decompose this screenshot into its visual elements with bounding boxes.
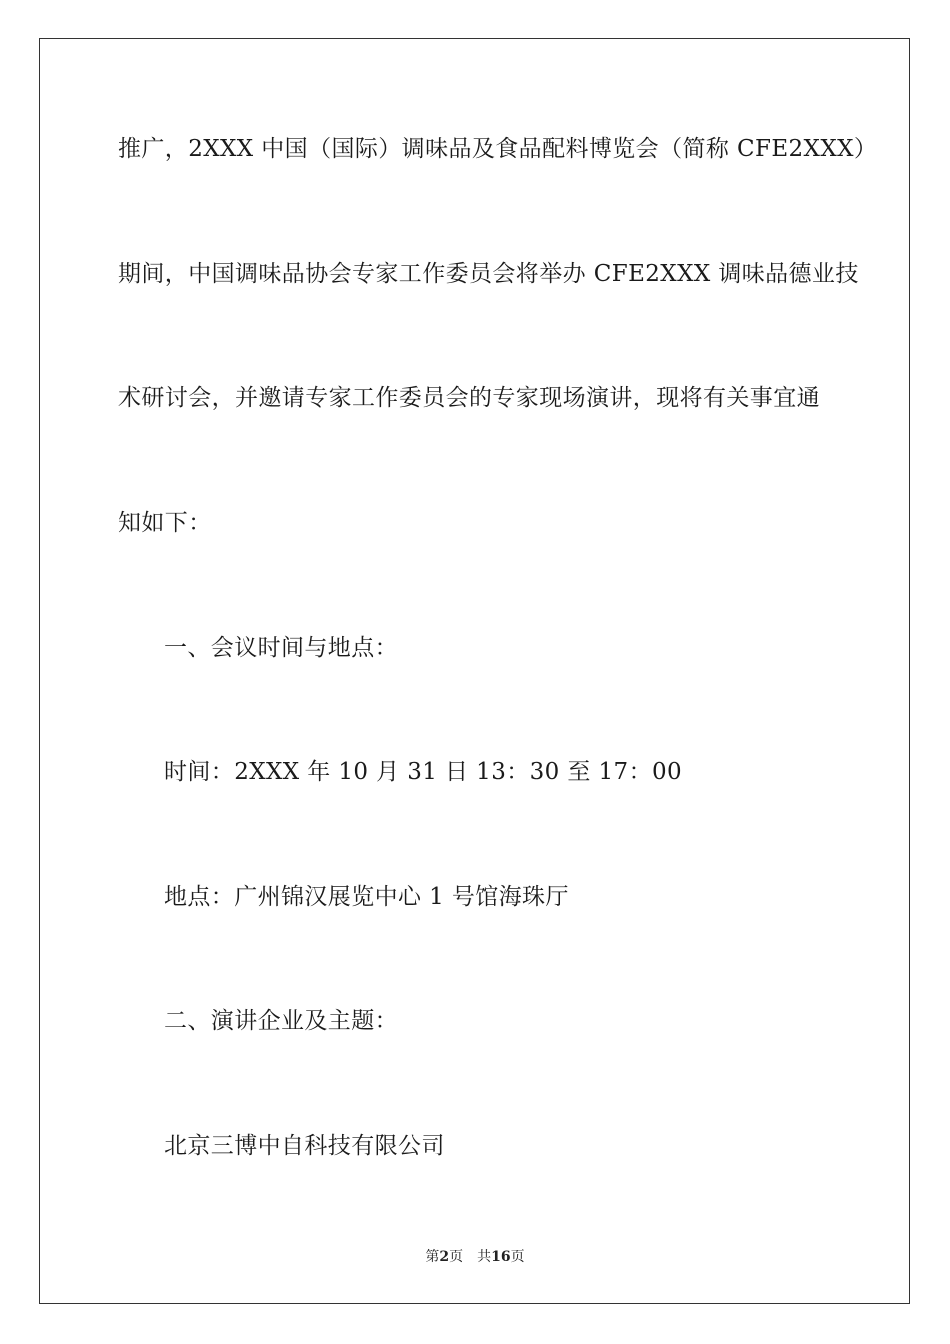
footer-total-suffix: 页 (510, 1249, 525, 1265)
meeting-location: 地点：广州锦汉展览中心 1 号馆海珠厅 (164, 884, 569, 910)
body-line-3: 术研讨会，并邀请专家工作委员会的专家现场演讲，现将有关事宜通 (118, 385, 820, 411)
body-line-4: 知如下： (118, 510, 212, 536)
company-name: 北京三博中自科技有限公司 (164, 1133, 445, 1159)
body-line-2: 期间，中国调味品协会专家工作委员会将举办 CFE2XXX 调味品德业技 (118, 261, 859, 287)
page-footer (0, 1247, 950, 1267)
footer-page-prefix: 第 (425, 1249, 440, 1265)
footer-total-prefix: 共 (477, 1249, 492, 1265)
footer-total-pages: 16 (491, 1249, 511, 1265)
section-heading-time-place: 一、会议时间与地点： (164, 635, 398, 661)
meeting-time: 时间：2XXX 年 10 月 31 日 13：30 至 17：00 (164, 759, 683, 785)
section-heading-speakers: 二、演讲企业及主题： (164, 1008, 398, 1034)
footer-page-number: 2 (439, 1249, 450, 1265)
body-line-1: 推广，2XXX 中国（国际）调味品及食品配料博览会（简称 CFE2XXX） (118, 136, 878, 162)
page-border (39, 38, 910, 1304)
footer-page-suffix: 页 (449, 1249, 464, 1265)
